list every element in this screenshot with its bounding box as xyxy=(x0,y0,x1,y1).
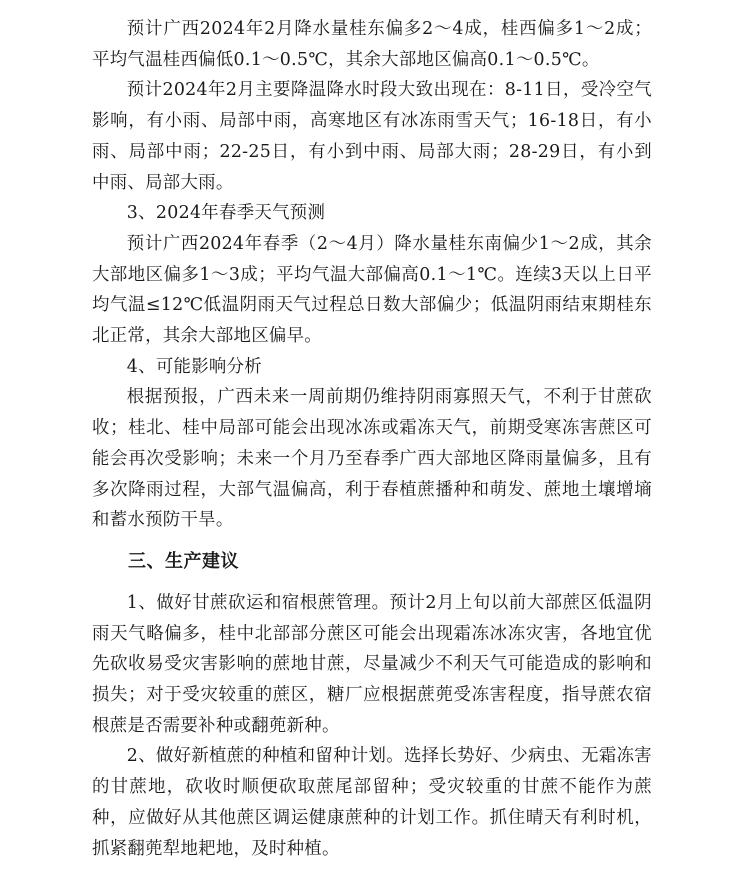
subheading-spring-forecast: 3、2024年春季天气预测 xyxy=(126,203,326,224)
paragraph-advice-planting: 2、做好新植蔗的种植和留种计划。选择长势好、少病虫、无霜冻害的甘蔗地，砍收时顺便砍取蔗尾部留种；受灾较重的甘蔗不能作为蔗种，应做好从其他蔗区调运健康蔗种的计划工作。抓住晴天有利时机，抓紧翻蔸犁地耙地，及时种植。 xyxy=(92,746,652,859)
paragraph-spring-forecast: 预计广西2024年春季（2～4月）降水量桂东南偏少1～2成，其余大部地区偏多1～3成；平均气温大部偏高0.1～1℃。连续3天以上日平均气温≤12℃低温阴雨天气过程总日数大部偏少；低温阴雨结束期桂东北正常，其余大部地区偏早。 xyxy=(92,233,652,347)
paragraph-feb-precip-temp: 预计广西2024年2月降水量桂东偏多2～4成，桂西偏多1～2成；平均气温桂西偏低0.1～0.5℃，其余大部地区偏高0.1～0.5℃。 xyxy=(92,19,652,70)
section-heading-production-advice: 三、生产建议 xyxy=(128,550,239,572)
subheading-impact-analysis: 4、可能影响分析 xyxy=(126,356,262,377)
paragraph-impact-analysis: 根据预报，广西未来一周前期仍维持阴雨寡照天气，不利于甘蔗砍收；桂北、桂中局部可能会出现冰冻或霜冻天气，前期受寒冻害蔗区可能会再次受影响；未来一个月乃至春季广西大部地区降雨量偏多，且有多次降雨过程，大部气温偏高，利于春植蔗播种和萌发、蔗地土壤增墒和蓄水预防干旱。 xyxy=(92,387,652,531)
document-page xyxy=(92,14,652,864)
paragraph-advice-harvest: 1、做好甘蔗砍运和宿根蔗管理。预计2月上旬以前大部蔗区低温阴雨天气略偏多，桂中北部部分蔗区可能会出现霜冻冰冻灾害，各地宜优先砍收易受灾害影响的蔗地甘蔗，尽量减少不利天气可能造成的影响和损失；对于受灾较重的蔗区，糖厂应根据蔗蔸受冻害程度，指导蔗农宿根蔗是否需要补种或翻蔸新种。 xyxy=(92,592,652,736)
paragraph-feb-cooling-periods: 预计2024年2月主要降温降水时段大致出现在：8-11日，受冷空气影响，有小雨、局部中雨，高寒地区有冰冻雨雪天气；16-18日，有小雨、局部中雨；22-25日，有小到中雨、局部大雨；28-29日，有小到中雨、局部大雨。 xyxy=(92,80,652,193)
